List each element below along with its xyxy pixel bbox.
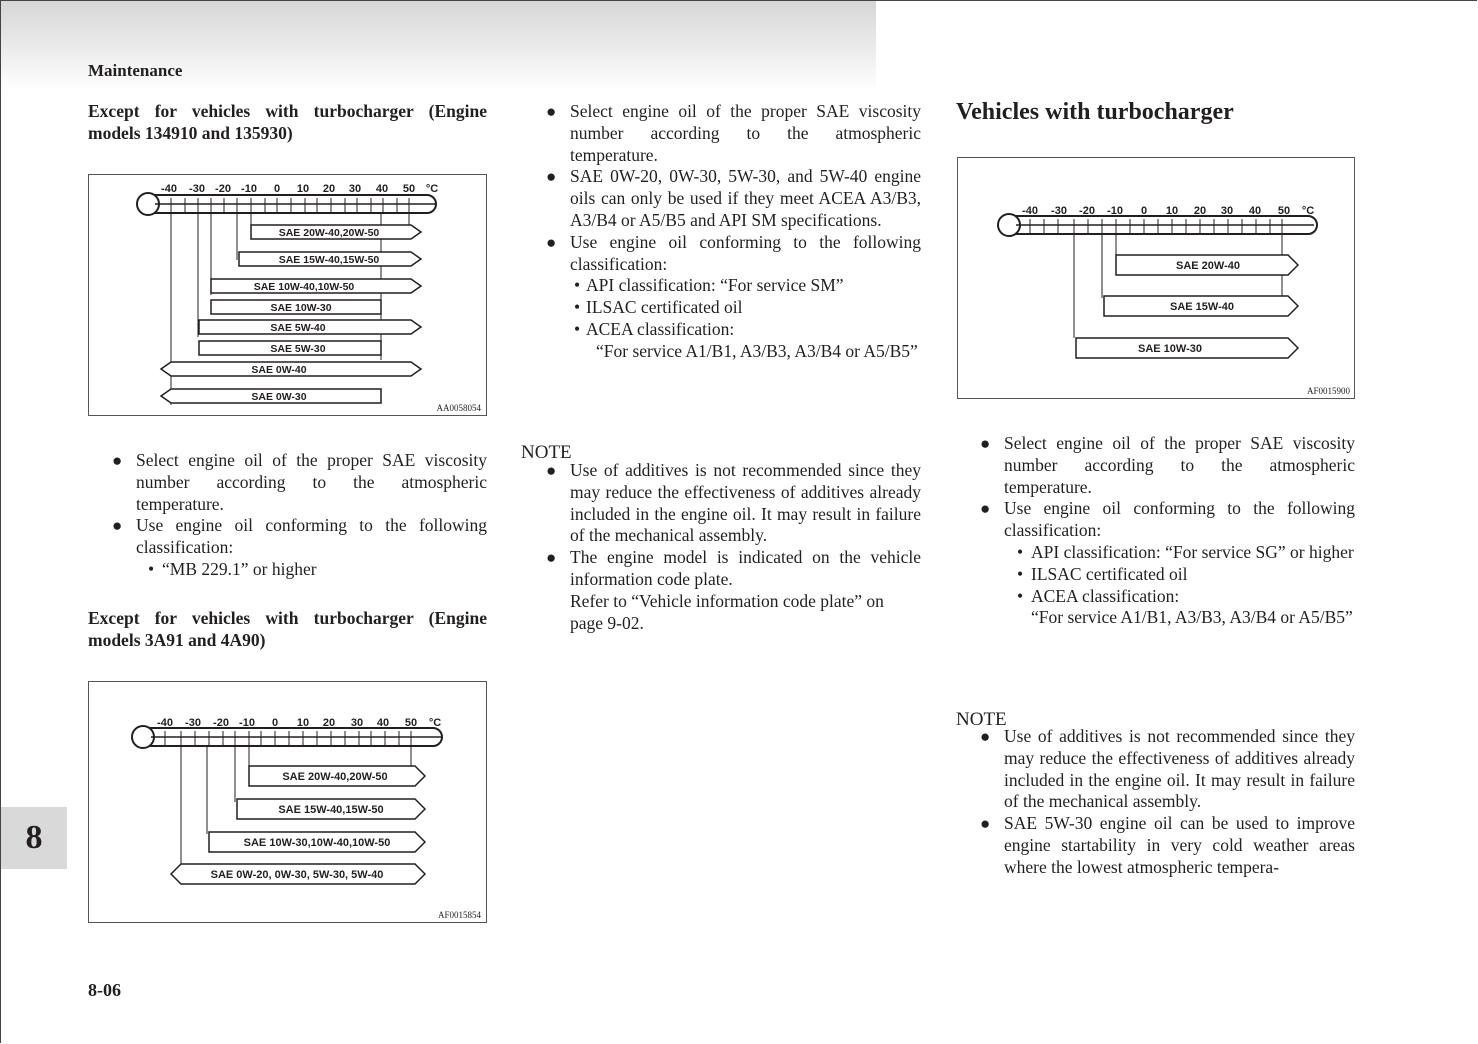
middle-note-label: NOTE bbox=[521, 442, 572, 463]
middle-note-bullets bbox=[544, 460, 921, 634]
bullet-icon: ● bbox=[546, 167, 557, 187]
list-item: ● SAE 0W-20, 0W-30, 5W-30, and 5W-40 engine oils can only be used if they meet ACEA A3/B3, A3/B4 or A5/B5 and API SM specifications. bbox=[546, 166, 921, 230]
svg-text:-10: -10 bbox=[1107, 205, 1123, 217]
bullet-icon: ● bbox=[546, 461, 557, 480]
bullet-icon: ● bbox=[112, 451, 123, 470]
right-note-label: NOTE bbox=[956, 709, 1007, 730]
left-heading-1: Except for vehicles with turbocharger (Engine models 134910 and 135930) bbox=[88, 101, 487, 143]
chart1-label-4: SAE 5W-40 bbox=[270, 322, 326, 334]
chart2-label-2: SAE 10W-30,10W-40,10W-50 bbox=[243, 837, 391, 849]
list-item: ● Select engine oil of the proper SAE viscosity number according to the atmospheric temperature. bbox=[980, 433, 1355, 497]
chart1-label-0: SAE 20W-40,20W-50 bbox=[278, 227, 380, 239]
chart1-code: AA0058054 bbox=[436, 403, 481, 413]
chart3-label-1: SAE 15W-40 bbox=[1170, 301, 1234, 313]
chart3-label-2: SAE 10W-30 bbox=[1138, 343, 1202, 355]
sub-item: • ILSAC certificated oil bbox=[1017, 563, 1188, 584]
sub-item: • “MB 229.1” or higher bbox=[148, 558, 317, 579]
sub-item: • ILSAC certificated oil bbox=[574, 297, 743, 318]
bullet-icon: ● bbox=[112, 516, 123, 536]
right-bullets bbox=[978, 433, 1355, 629]
svg-text:0: 0 bbox=[273, 183, 281, 195]
svg-text:-40: -40 bbox=[1022, 205, 1038, 217]
chart1-label-5: SAE 5W-30 bbox=[270, 343, 326, 355]
chart1-label-1: SAE 15W-40,15W-50 bbox=[278, 254, 380, 266]
page-number: 8-06 bbox=[88, 980, 121, 1000]
bullet-icon: ● bbox=[980, 434, 991, 453]
svg-text:-10: -10 bbox=[241, 183, 257, 195]
chart2-code: AF0015854 bbox=[437, 910, 481, 920]
svg-text:10: 10 bbox=[1165, 205, 1179, 217]
svg-text:30: 30 bbox=[350, 717, 364, 729]
svg-text:20: 20 bbox=[322, 183, 336, 195]
svg-text:°C: °C bbox=[428, 717, 442, 729]
svg-text:50: 50 bbox=[402, 183, 416, 195]
viscosity-chart-2 bbox=[88, 681, 487, 923]
middle-bullets bbox=[544, 101, 921, 363]
svg-text:-10: -10 bbox=[239, 717, 255, 729]
svg-text:-20: -20 bbox=[213, 717, 229, 729]
list-item: ● Select engine oil of the proper SAE viscosity number according to the atmospheric temperature. bbox=[112, 450, 487, 514]
sub-continuation: “For service A1/B1, A3/B3, A3/B4 or A5/B5” bbox=[1031, 607, 1353, 628]
sub-item: • ACEA classification: bbox=[574, 318, 735, 339]
svg-text:-20: -20 bbox=[215, 183, 231, 195]
section-title: Maintenance bbox=[88, 61, 183, 80]
chart2-label-3: SAE 0W-20, 0W-30, 5W-30, 5W-40 bbox=[210, 869, 384, 881]
viscosity-chart-3 bbox=[957, 157, 1355, 399]
svg-text:-30: -30 bbox=[185, 717, 201, 729]
svg-text:50: 50 bbox=[404, 717, 418, 729]
svg-text:20: 20 bbox=[322, 717, 336, 729]
list-item: ● Use of additives is not recommended since they may reduce the effectiveness of additives already included in the engine oil. It may result in failure of the mechanical assembly. bbox=[980, 726, 1355, 812]
sub-item: • API classification: “For service SG” or higher bbox=[1017, 541, 1354, 562]
svg-text:30: 30 bbox=[348, 183, 362, 195]
bullet-icon: ● bbox=[546, 102, 557, 121]
note-continuation: Refer to “Vehicle information code plate” on page 9-02. bbox=[570, 590, 884, 633]
sub-item: • ACEA classification: bbox=[1017, 585, 1180, 606]
left-heading-2: Except for vehicles with turbocharger (Engine models 3A91 and 4A90) bbox=[88, 608, 487, 650]
svg-text:0: 0 bbox=[1140, 205, 1148, 217]
svg-text:-20: -20 bbox=[1079, 205, 1095, 217]
chart2-label-1: SAE 15W-40,15W-50 bbox=[278, 804, 384, 816]
chart1-label-2: SAE 10W-40,10W-50 bbox=[253, 281, 355, 293]
svg-text:-30: -30 bbox=[189, 183, 205, 195]
chapter-tab[interactable]: 8 bbox=[1, 807, 67, 869]
sub-item: • API classification: “For service SM” bbox=[574, 275, 844, 296]
list-item: ● SAE 5W-30 engine oil can be used to improve engine startability in very cold weather areas where the lowest atmospheric tempera- bbox=[980, 813, 1355, 877]
chart1-label-7: SAE 0W-30 bbox=[251, 391, 307, 403]
svg-text:50: 50 bbox=[1277, 205, 1291, 217]
list-item: ● Use engine oil conforming to the following classification: bbox=[980, 498, 1355, 541]
svg-text:20: 20 bbox=[1193, 205, 1207, 217]
bullet-icon: ● bbox=[980, 814, 991, 834]
list-item: ● Use engine oil conforming to the following classification: bbox=[546, 231, 921, 274]
right-note-bullets bbox=[978, 726, 1355, 879]
bullet-icon: ● bbox=[546, 548, 557, 568]
bullet-icon: ● bbox=[980, 727, 991, 746]
bullet-icon: ● bbox=[980, 499, 991, 519]
svg-text:10: 10 bbox=[296, 717, 310, 729]
bullet-icon: ● bbox=[546, 232, 557, 252]
svg-text:-40: -40 bbox=[161, 183, 177, 195]
right-heading: Vehicles with turbocharger bbox=[956, 99, 1234, 125]
svg-text:°C: °C bbox=[425, 183, 439, 195]
svg-text:40: 40 bbox=[376, 717, 390, 729]
svg-text:40: 40 bbox=[1248, 205, 1262, 217]
list-item: ● Use of additives is not recommended since they may reduce the effectiveness of additives already included in the engine oil. It may result in failure of the mechanical assembly. bbox=[546, 460, 921, 546]
svg-text:10: 10 bbox=[296, 183, 310, 195]
viscosity-chart-1 bbox=[88, 174, 487, 416]
sub-continuation: “For service A1/B1, A3/B3, A3/B4 or A5/B5” bbox=[596, 340, 918, 361]
chart3-label-0: SAE 20W-40 bbox=[1176, 260, 1240, 272]
list-item: ● Select engine oil of the proper SAE viscosity number according to the atmospheric temperature. bbox=[546, 101, 921, 165]
chart1-label-3: SAE 10W-30 bbox=[270, 302, 332, 314]
svg-text:-40: -40 bbox=[157, 717, 173, 729]
chart1-label-6: SAE 0W-40 bbox=[251, 364, 307, 376]
chart2-label-0: SAE 20W-40,20W-50 bbox=[282, 771, 388, 783]
thermometer-scale bbox=[137, 183, 438, 215]
svg-text:°C: °C bbox=[1301, 205, 1315, 217]
svg-text:30: 30 bbox=[1220, 205, 1234, 217]
left-bullets bbox=[110, 450, 487, 581]
svg-text:40: 40 bbox=[375, 183, 389, 195]
svg-text:-30: -30 bbox=[1051, 205, 1067, 217]
svg-text:0: 0 bbox=[271, 717, 279, 729]
chart3-code: AF0015900 bbox=[1306, 386, 1350, 396]
list-item: ● Use engine oil conforming to the following classification: bbox=[112, 515, 487, 558]
list-item: ● The engine model is indicated on the vehicle information code plate. bbox=[546, 547, 921, 589]
